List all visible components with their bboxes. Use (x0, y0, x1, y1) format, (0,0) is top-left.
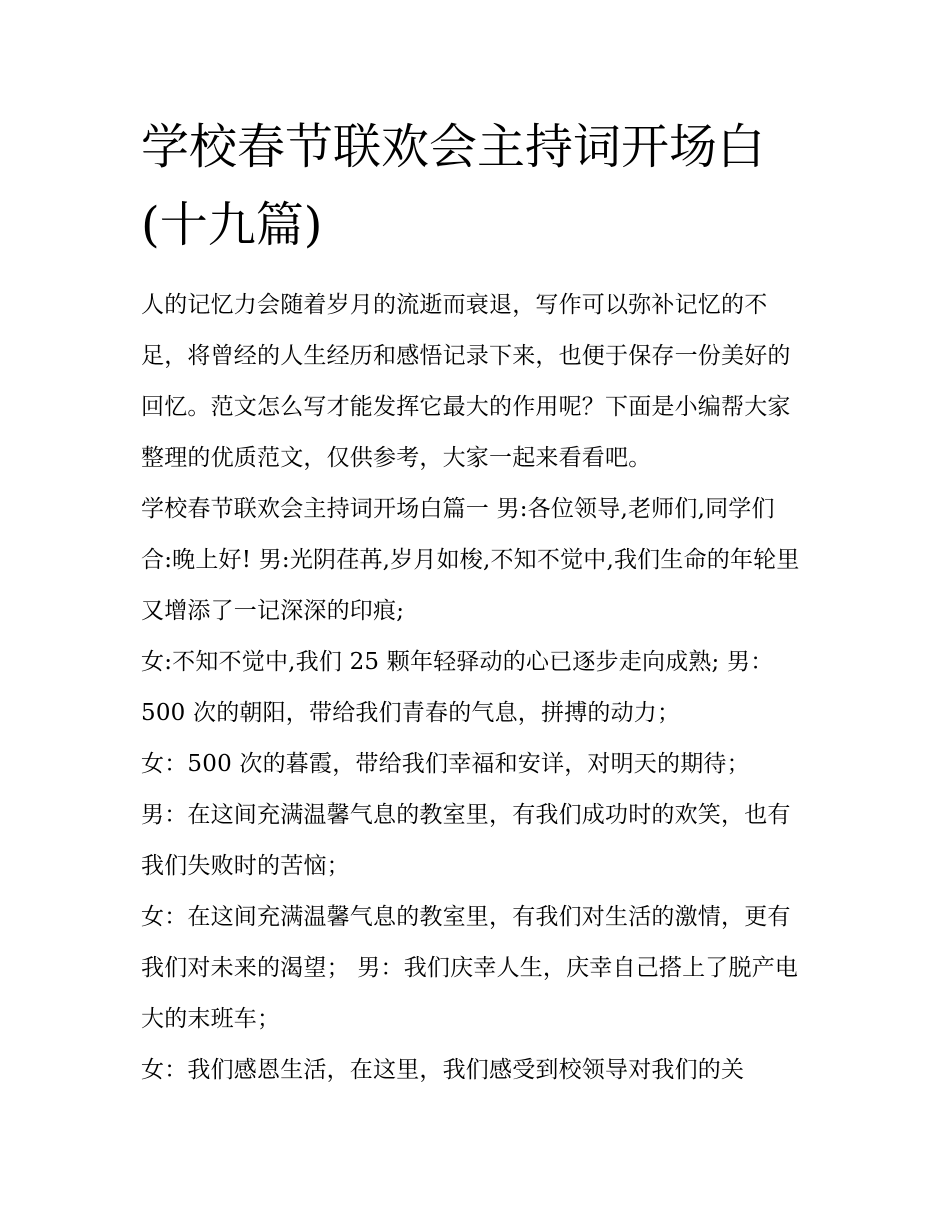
title-line-2: (十九篇) (141, 197, 323, 253)
document-title (141, 108, 813, 264)
paragraph-intro: 人的记忆力会随着岁月的流逝而衰退，写作可以弥补记忆的不足，将曾经的人生经历和感悟记录下来，也便于保存一份美好的回忆。范文怎么写才能发挥它最大的作用呢？下面是小编帮大家整理的优质范文，仅供参考，大家一起来看看吧。 (141, 292, 791, 471)
paragraph-opening: 学校春节联欢会主持词开场白篇一 男:各位领导,老师们,同学们 合:晚上好! 男:光阴荏苒,岁月如梭,不知不觉中,我们生命的年轮里又增添了一记深深的印痕; (141, 496, 800, 624)
paragraph-female-2: 女：500 次的暮霞，带给我们幸福和安详，对明天的期待； (141, 751, 750, 777)
paragraph-male-1: 男：在这间充满温馨气息的教室里，有我们成功时的欢笑，也有我们失败时的苦恼； (141, 802, 791, 879)
document-content (141, 108, 813, 1096)
document-body (141, 280, 813, 1096)
paragraph-female-4: 女：我们感恩生活，在这里，我们感受到校领导对我们的关 (141, 1057, 745, 1083)
paragraph-female-3: 女：在这间充满温馨气息的教室里，有我们对生活的激情，更有我们对未来的渴望； 男：我们庆幸人生，庆幸自己搭上了脱产电大的末班车； (141, 904, 799, 1032)
title-line-1: 学校春节联欢会主持词开场白 (141, 119, 766, 175)
paragraph-female-1: 女:不知不觉中,我们 25 颗年轻驿动的心已逐步走向成熟; 男：500 次的朝阳，带给我们青春的气息，拼搏的动力； (141, 649, 774, 726)
